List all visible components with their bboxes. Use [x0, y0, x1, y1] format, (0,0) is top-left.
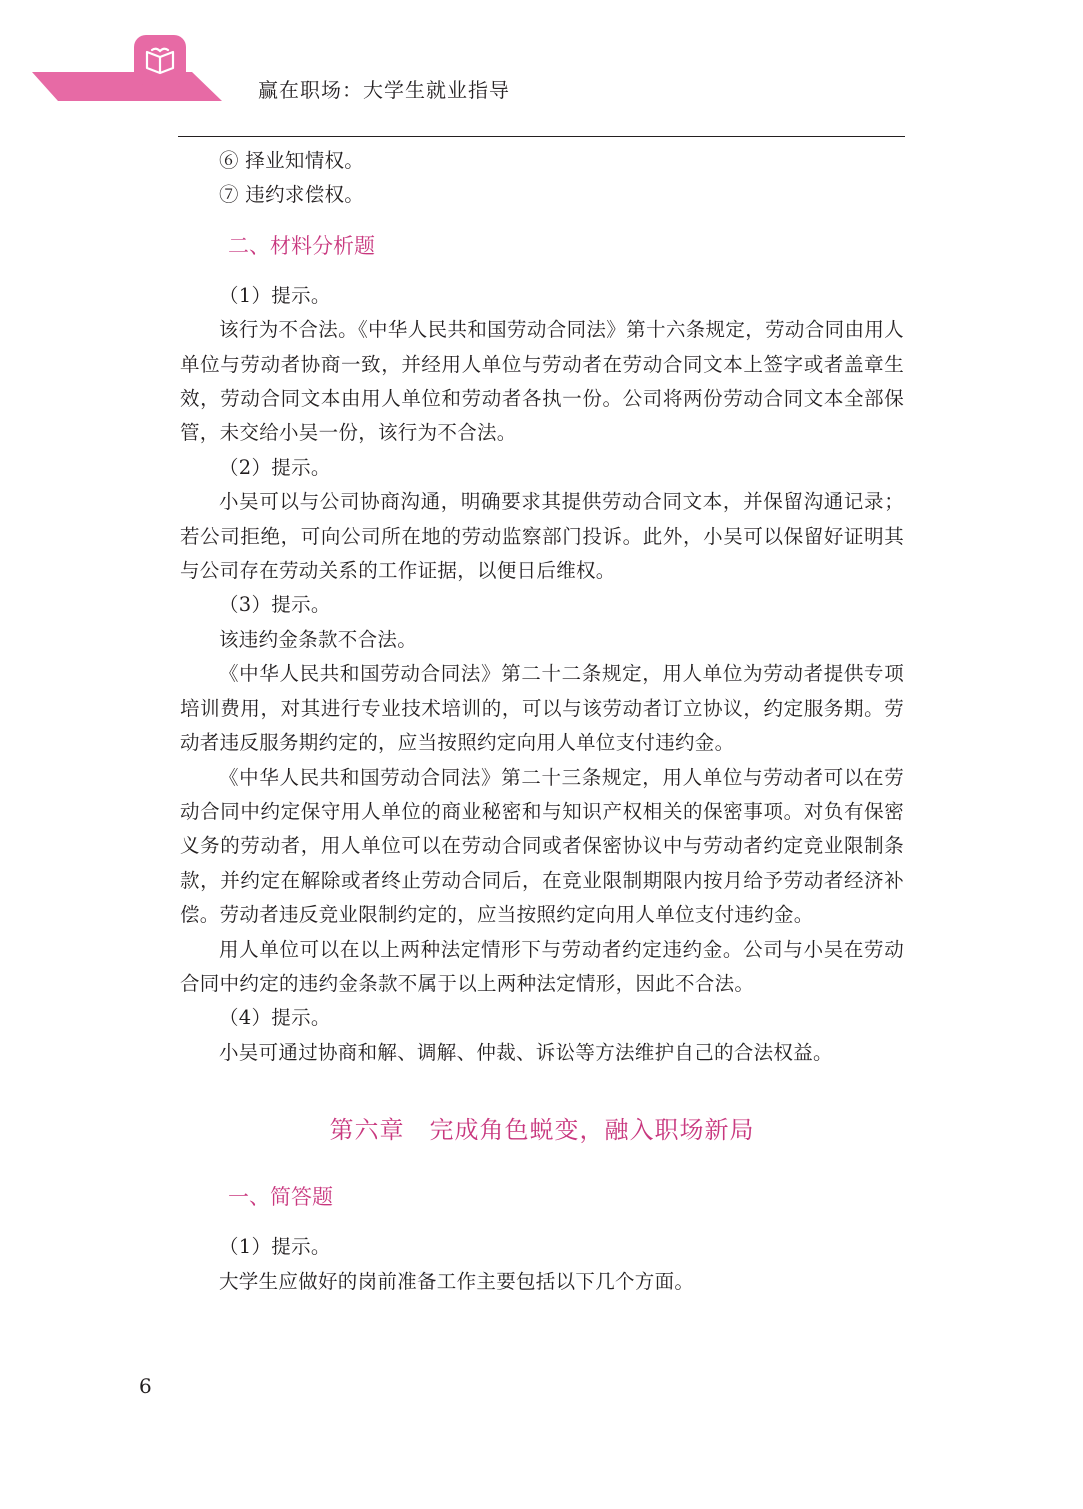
open-book-icon — [143, 43, 177, 77]
section-heading: 二、材料分析题 — [228, 233, 375, 258]
paragraph: 该行为不合法。《中华人民共和国劳动合同法》第十六条规定，劳动合同由用人单位与劳动者协商一致，并经用人单位与劳动者在劳动合同文本上签字或者盖章生效，劳动合同文本由用人单位和劳动者各执一份。公司将两份劳动合同文本全部保管，未交给小吴一份，该行为不合法。 — [180, 318, 904, 445]
book-badge — [134, 35, 186, 85]
section-heading: 一、简答题 — [228, 1185, 333, 1210]
header-rule — [178, 136, 905, 137]
paragraph: （1）提示。 — [219, 1235, 331, 1259]
page-number: 6 — [139, 1374, 152, 1398]
paragraph: 该违约金条款不合法。 — [219, 627, 418, 651]
paragraph: 《中华人民共和国劳动合同法》第二十二条规定，用人单位为劳动者提供专项培训费用，对其进行专业技术培训的，可以与该劳动者订立协议，约定服务期。劳动者违反服务期约定的，应当按照约定向用人单位支付违约金。 — [180, 662, 904, 755]
paragraph: （1）提示。 — [219, 283, 331, 307]
paragraph: 《中华人民共和国劳动合同法》第二十三条规定，用人单位与劳动者可以在劳动合同中约定保守用人单位的商业秘密和与知识产权相关的保密事项。对负有保密义务的劳动者，用人单位可以在劳动合同或者保密协议中与劳动者约定竞业限制条款，并约定在解除或者终止劳动合同后，在竞业限制期限内按月给予劳动者经济补偿。劳动者违反竞业限制约定的，应当按照约定向用人单位支付违约金。 — [180, 765, 904, 927]
paragraph: （4）提示。 — [219, 1006, 331, 1030]
page-body — [180, 144, 904, 1299]
paragraph: 大学生应做好的岗前准备工作主要包括以下几个方面。 — [219, 1269, 695, 1293]
paragraph: 小吴可通过协商和解、调解、仲裁、诉讼等方法维护自己的合法权益。 — [219, 1040, 833, 1064]
paragraph: 小吴可以与公司协商沟通，明确要求其提供劳动合同文本，并保留沟通记录；若公司拒绝，可向公司所在地的劳动监察部门投诉。此外，小吴可以保留好证明其与公司存在劳动关系的工作证据，以便日后维权。 — [180, 490, 904, 583]
paragraph: ⑦ 违约求偿权。 — [219, 183, 365, 207]
paragraph: （3）提示。 — [219, 593, 331, 617]
paragraph: 用人单位可以在以上两种法定情形下与劳动者约定违约金。公司与小吴在劳动合同中约定的违约金条款不属于以上两种法定情形，因此不合法。 — [180, 937, 904, 995]
paragraph: ⑥ 择业知情权。 — [219, 149, 365, 172]
chapter-title: 第六章 完成角色蜕变，融入职场新局 — [329, 1116, 755, 1145]
paragraph: （2）提示。 — [219, 455, 331, 479]
header-ribbon — [32, 72, 222, 101]
book-title: 赢在职场：大学生就业指导 — [258, 78, 510, 102]
